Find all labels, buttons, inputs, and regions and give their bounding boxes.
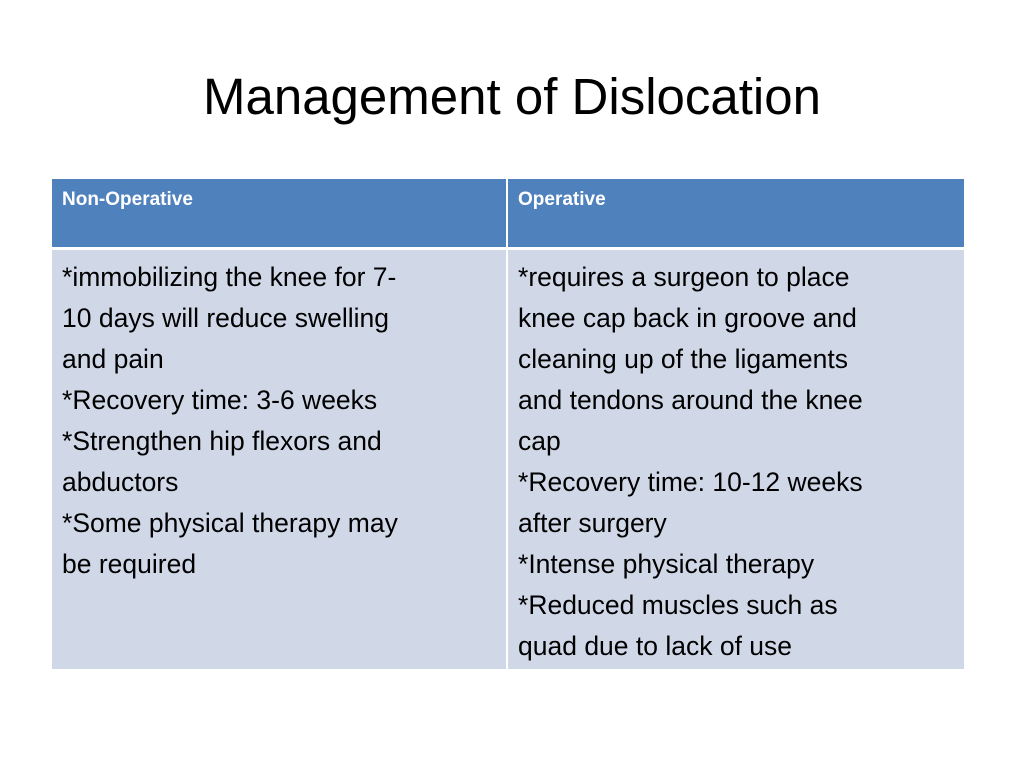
table-header-row [52, 179, 964, 248]
table-row [52, 248, 964, 669]
non-operative-line: be required [62, 548, 197, 579]
operative-line: *requires a surgeon to place [518, 261, 850, 292]
non-operative-line: and pain [62, 343, 164, 374]
header-non-operative: Non-Operative [52, 179, 507, 248]
operative-line: *Recovery time: 10-12 weeks [518, 466, 863, 497]
non-operative-line: *Strengthen hip flexors and [62, 425, 382, 456]
non-operative-cell [52, 248, 507, 669]
slide-title: Management of Dislocation [202, 68, 821, 125]
operative-line: *Intense physical therapy [518, 548, 815, 579]
non-operative-line: 10 days will reduce swelling [62, 302, 389, 333]
operative-line: quad due to lack of use [518, 630, 793, 661]
operative-line: cap [518, 425, 561, 456]
operative-line: cleaning up of the ligaments [518, 343, 848, 374]
operative-line: and tendons around the knee [518, 384, 863, 415]
operative-line: *Reduced muscles such as [518, 589, 838, 620]
comparison-table [52, 179, 964, 669]
operative-cell [507, 248, 964, 669]
header-operative: Operative [507, 179, 964, 248]
operative-line: after surgery [518, 507, 667, 538]
non-operative-line: *Some physical therapy may [62, 507, 398, 538]
non-operative-line: *immobilizing the knee for 7- [62, 261, 397, 292]
non-operative-line: abductors [62, 466, 179, 497]
operative-line: knee cap back in groove and [518, 302, 857, 333]
non-operative-line: *Recovery time: 3-6 weeks [62, 384, 378, 415]
